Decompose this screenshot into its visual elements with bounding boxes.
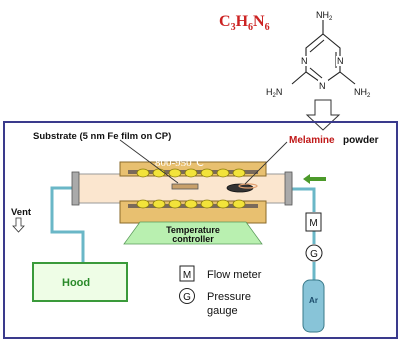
flow-meter-symbol: M <box>309 218 318 229</box>
argon-label: Ar <box>309 296 318 305</box>
pressure-legend-line1: Pressure <box>207 291 252 303</box>
legend-pressure-symbol: G <box>183 292 191 303</box>
ring-nitrogen-right: N <box>337 56 344 66</box>
argon-cylinder <box>303 280 324 332</box>
gas-flow-arrow-icon <box>303 174 326 184</box>
substrate-plate <box>172 184 198 189</box>
double-bond <box>310 40 324 52</box>
ring-nitrogen-bottom: N <box>319 81 326 91</box>
substrate-label: Substrate (5 nm Fe film on CP) <box>33 131 172 142</box>
amine-bond <box>340 72 355 84</box>
vent-arrow-icon <box>13 218 24 232</box>
powder-label: powder <box>343 135 379 146</box>
inlet-pipe <box>292 189 314 212</box>
pressure-gauge-symbol: G <box>310 249 318 260</box>
amine-bond <box>292 72 306 84</box>
amine-right: $NH_2$ <box>354 87 371 99</box>
legend-flow-symbol: M <box>182 270 192 281</box>
hood-label: Hood <box>62 277 91 289</box>
vent-label: Vent <box>11 207 32 218</box>
ring-nitrogen-left: N <box>301 56 308 66</box>
controller-label-line2: controller <box>172 234 214 244</box>
down-arrow-icon <box>307 100 339 130</box>
melamine-molecule <box>292 20 355 84</box>
amine-top: $NH_2$ <box>316 10 333 22</box>
flow-meter-legend: Flow meter <box>207 269 262 281</box>
melamine-label: Melamine <box>289 135 335 146</box>
amine-left: $H_2N$ <box>266 87 283 99</box>
pressure-legend-line2: gauge <box>207 305 238 317</box>
flange-right <box>285 172 292 205</box>
chemical-formula: $C_3H_6N_6$ <box>219 13 270 34</box>
temperature-label: 800-950℃ <box>155 157 205 169</box>
ring-atoms <box>300 56 346 91</box>
controller-label-line1: Temperature <box>166 225 220 235</box>
flange-left <box>72 172 79 205</box>
